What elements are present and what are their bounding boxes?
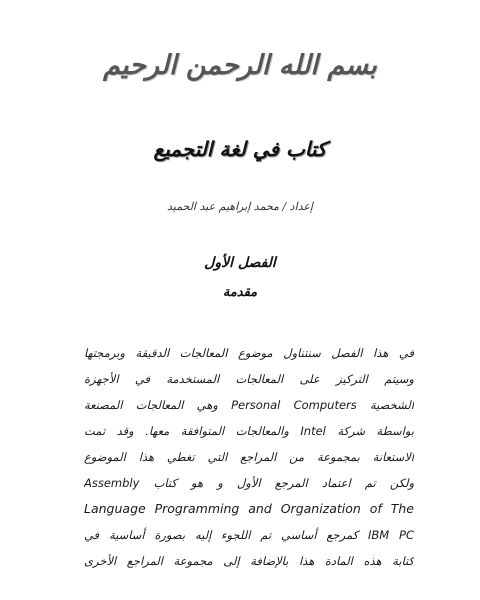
body-line: في هذا الفصل سنتناول موضوع المعالجات الدقيقة وبرمجتها	[84, 346, 414, 360]
body-line: وسيتم التركيز على المعالجات المستخدمة في الأجهزة	[84, 372, 414, 386]
body-line: كتابة هذه المادة هذا بالإضافة إلى مجموعة المراجع الأخرى	[84, 554, 414, 568]
section-title: مقدمة	[222, 285, 258, 300]
book-title: كتاب في لغة التجميع	[153, 137, 327, 161]
body-line: IBM PC كمرجع أساسي تم اللجوء إليه بصورة أساسية في	[84, 528, 414, 542]
body-line: Language Programming and Organization of The	[84, 501, 414, 516]
body-line: الاستعانة بمجموعة من المراجع التي تغطي هذا الموضوع	[84, 450, 414, 464]
body-line: بواسطة شركة Intel والمعالجات المتوافقة معها. وقد تمت	[84, 424, 414, 438]
basmala-heading: بسم الله الرحمن الرحيم	[103, 50, 377, 81]
author-signature: إعداد / محمد إبراهيم عبد الحميد	[167, 200, 313, 213]
body-paragraph	[84, 340, 414, 574]
body-line: الشخصية Personal Computers وهي المعالجات المصنعة	[84, 398, 414, 412]
chapter-title: الفصل الأول	[204, 255, 276, 271]
body-line: ولكن تم اعتماد المرجع الأول و هو كتاب Assembly	[84, 476, 414, 490]
